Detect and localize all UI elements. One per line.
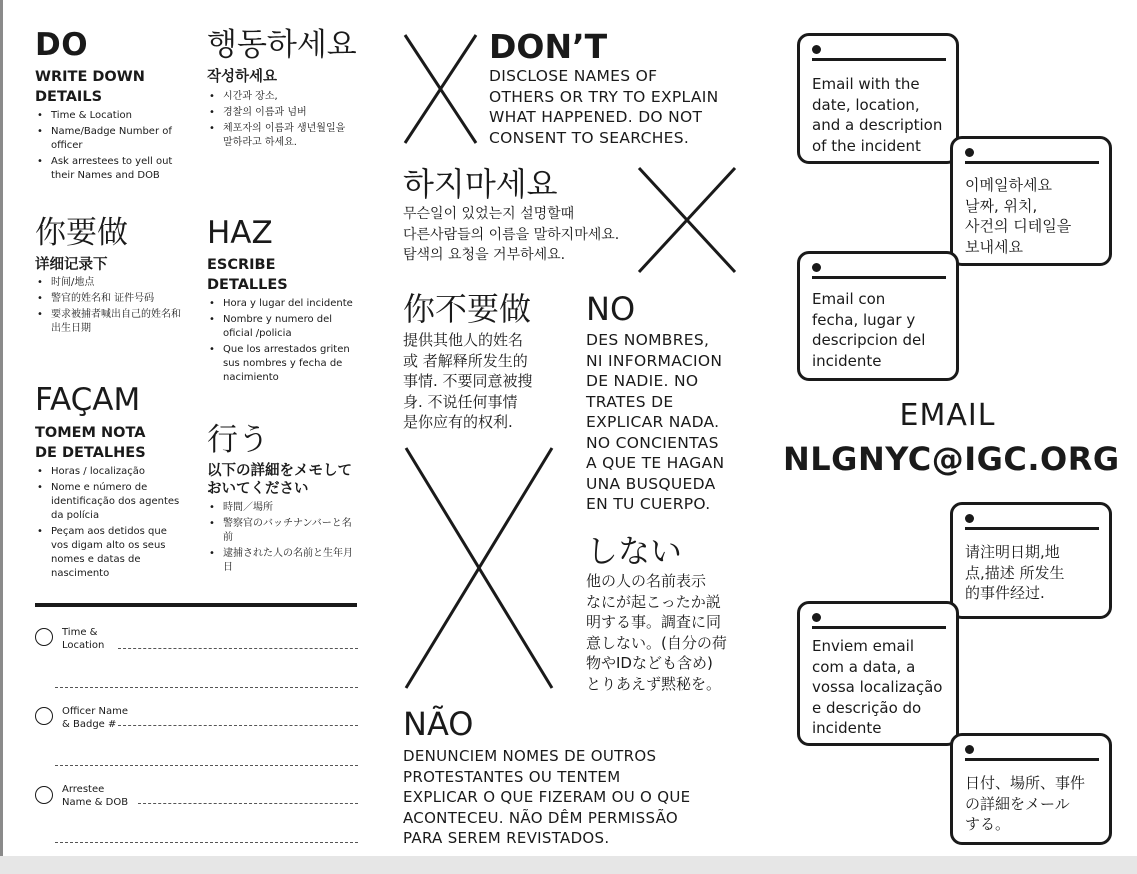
list-item: • Peçam aos detidos que vos digam alto os seus nomes e datas de nascimento [35, 525, 185, 581]
form-blank-line[interactable] [138, 803, 358, 804]
dont-chinese-title: 你不要做 [403, 290, 532, 328]
text-line: PARA SEREM REVISTADOS. [403, 829, 610, 847]
text-line: and a description [812, 116, 943, 134]
text-line: NI INFORMACION [586, 351, 723, 370]
do-chinese-title: 你要做 [35, 215, 128, 251]
form-label-line: Arrestee [62, 784, 105, 795]
dont-korean-title: 하지마세요 [403, 165, 558, 203]
text-line: 或 者解释所发生的 [403, 351, 528, 370]
text-line: 明する事。調査に同 [586, 613, 722, 631]
dont-japanese-section [586, 532, 756, 694]
bullet-dot-icon [812, 45, 821, 54]
list-item: • Ask arrestees to yell out their Names and DOB [35, 155, 185, 183]
do-english-section [35, 27, 195, 185]
text-line: date, location, [812, 95, 920, 114]
text-line: PROTESTANTES OU TENTEM [403, 767, 621, 786]
form-label-line: Name & DOB [62, 797, 129, 808]
dont-korean-text [403, 204, 643, 266]
bullet-dot-icon [812, 613, 821, 622]
text-line: 탐색의 요청을 거부하세요. [403, 247, 566, 263]
do-japanese-title: 行う [207, 422, 269, 458]
card-text [812, 74, 950, 156]
text-line: CONSENT TO SEARCHES. [489, 128, 690, 147]
do-chinese-subtitle: 详细记录下 [35, 257, 108, 273]
email-card-english [797, 33, 959, 164]
page-edge [0, 0, 3, 874]
form-label-line: & Badge # [62, 719, 117, 730]
text-line: Email con [812, 290, 886, 308]
do-spanish-section [207, 215, 367, 387]
card-text [812, 289, 950, 371]
list-item: • Hora y lugar del incidente [207, 297, 362, 311]
list-item: • 時間／場所 [207, 501, 357, 515]
text-line: incidente [812, 719, 882, 737]
text-line: A QUE TE HAGAN [586, 454, 725, 472]
dont-japanese-text [586, 571, 756, 694]
dont-english-text [489, 66, 749, 148]
list-item: • 체포자의 이름과 생년월일을 말하라고 하세요. [207, 122, 357, 150]
form-label-line: Location [62, 640, 105, 651]
text-line: 이메일하세요 [965, 176, 1052, 194]
do-japanese-list [207, 501, 357, 575]
bullet-dot-icon [812, 263, 821, 272]
card-text [965, 773, 1103, 835]
do-english-subtitle-line1: WRITE DOWN [35, 69, 145, 85]
text-line: 点,描述 所发生 [965, 563, 1065, 582]
list-item: • 警官的姓名和 证件号码 [35, 292, 185, 306]
do-portuguese-title: FAÇAM [35, 382, 141, 418]
list-item: • 경찰의 이름과 넘버 [207, 106, 357, 120]
email-address[interactable]: NLGNYC@IGC.ORG [783, 440, 1120, 478]
text-line: 的事件经过. [965, 584, 1045, 602]
text-line: 请注明日期,地 [965, 543, 1060, 561]
text-line: e descrição do [812, 698, 922, 717]
card-text [965, 175, 1103, 257]
text-line: DE NADIE. NO [586, 372, 699, 390]
list-item: • Name/Badge Number of officer [35, 125, 185, 153]
card-bar [812, 626, 946, 629]
list-item: • 시간과 장소, [207, 90, 357, 104]
text-line: DENUNCIEM NOMES DE OUTROS [403, 747, 657, 765]
text-line: 身. 不说任何事情 [403, 392, 518, 411]
text-line: 他の人の名前表示 [586, 572, 707, 590]
text-line: 날짜, 위치, [965, 196, 1038, 215]
text-line: TRATES DE [586, 392, 674, 411]
text-line: する。 [965, 815, 1011, 833]
x-mark-icon [637, 166, 737, 274]
form-divider [35, 603, 357, 607]
text-line: 사건의 디테일을 [965, 217, 1072, 235]
dont-spanish-section [586, 290, 756, 515]
do-korean-title: 행동하세요 [207, 27, 357, 63]
dont-english-title: DON’T [489, 27, 608, 66]
form-blank-line[interactable] [118, 648, 358, 649]
do-spanish-list [207, 297, 362, 385]
list-item: • Que los arrestados griten sus nombres y fecha de nacimiento [207, 343, 362, 385]
x-mark-icon [404, 446, 554, 690]
text-line: of the incident [812, 136, 921, 155]
text-line: 提供其他人的姓名 [403, 331, 524, 349]
text-line: NO CONCIENTAS [586, 433, 719, 452]
text-line: DISCLOSE NAMES OF [489, 67, 658, 85]
form-label-line: Officer Name [62, 706, 128, 717]
list-item: • 警察官のバッチナンバーと名前 [207, 517, 357, 545]
email-card-chinese [950, 502, 1112, 619]
text-line: EXPLICAR NADA. [586, 413, 720, 431]
list-item: • 时间/地点 [35, 276, 185, 290]
form-blank-line[interactable] [118, 725, 358, 726]
do-english-subtitle-line2: DETAILS [35, 89, 103, 105]
text-line: com a data, a [812, 657, 916, 676]
card-bar [812, 58, 946, 61]
checkbox-circle[interactable] [35, 707, 53, 725]
do-korean-section [207, 27, 367, 152]
text-line: 物やIDなども含め) [586, 654, 713, 672]
dont-portuguese-title: NÃO [403, 705, 474, 743]
do-japanese-subtitle: 以下の詳細をメモしておいてください [207, 463, 352, 497]
bullet-dot-icon [965, 514, 974, 523]
text-line: ACONTECEU. NÃO DÊM PERMISSÃO [403, 808, 678, 827]
form-label [62, 626, 104, 652]
form-blank-line[interactable] [55, 765, 358, 766]
list-item: • 要求被捕者喊出自己的姓名和出生日期 [35, 308, 185, 336]
card-text [812, 636, 950, 739]
do-korean-list [207, 90, 357, 150]
do-spanish-subtitle-line2: DETALLES [207, 277, 288, 293]
do-english-list [35, 109, 185, 183]
do-spanish-title: HAZ [207, 215, 273, 251]
dont-spanish-text [586, 330, 756, 515]
email-card-portuguese [797, 601, 959, 746]
checkbox-circle[interactable] [35, 628, 53, 646]
email-card-spanish [797, 251, 959, 381]
text-line: 보내세요 [965, 237, 1023, 256]
text-line: とりあえず黙秘を。 [586, 674, 722, 693]
dont-japanese-title: しない [586, 532, 683, 570]
text-line: 意しない。(自分の荷 [586, 633, 727, 652]
do-chinese-list [35, 276, 185, 336]
text-line: descripcion del [812, 331, 926, 349]
list-item: • Time & Location [35, 109, 185, 123]
dont-portuguese-section [403, 705, 743, 849]
list-item: • Nombre y numero del oficial /policia [207, 313, 362, 341]
dont-portuguese-text [403, 746, 743, 849]
bullet-dot-icon [965, 745, 974, 754]
list-item: • Nome e número de identificação dos agentes da polícia [35, 481, 185, 523]
list-item: • 逮捕された人の名前と生年月日 [207, 547, 357, 575]
text-line: なにが起こったか説 [586, 592, 721, 611]
text-line: 日付、場所、事件 [965, 774, 1086, 792]
page-bottom-strip [0, 856, 1137, 874]
dont-spanish-title: NO [586, 290, 636, 328]
email-card-japanese [950, 733, 1112, 845]
card-bar [965, 527, 1099, 530]
do-portuguese-section [35, 382, 200, 583]
do-chinese-section [35, 215, 200, 338]
do-korean-subtitle: 작성하세요 [207, 69, 278, 85]
email-card-korean [950, 136, 1112, 266]
card-text [965, 542, 1103, 604]
bullet-dot-icon [965, 148, 974, 157]
dont-english-section [489, 27, 749, 148]
text-line: fecha, lugar y [812, 310, 916, 329]
card-bar [965, 161, 1099, 164]
text-line: Enviem email [812, 637, 915, 655]
do-english-title: DO [35, 27, 89, 63]
form-blank-line[interactable] [55, 842, 358, 843]
checkbox-circle[interactable] [35, 786, 53, 804]
text-line: OTHERS OR TRY TO EXPLAIN [489, 87, 719, 106]
text-line: 是你应有的权利. [403, 413, 513, 431]
text-line: UNA BUSQUEDA [586, 474, 716, 493]
dont-korean-section [403, 165, 643, 266]
text-line: WHAT HAPPENED. DO NOT [489, 108, 703, 126]
form-label-line: Time & [62, 627, 98, 638]
form-blank-line[interactable] [55, 687, 358, 688]
do-portuguese-subtitle-line1: TOMEM NOTA [35, 425, 146, 441]
text-line: DES NOMBRES, [586, 331, 710, 349]
text-line: incidente [812, 351, 882, 370]
do-portuguese-subtitle-line2: DE DETALHES [35, 445, 146, 461]
list-item: • Horas / localização [35, 465, 185, 479]
text-line: EXPLICAR O QUE FIZERAM OU O QUE [403, 788, 691, 806]
form-label [62, 783, 128, 809]
text-line: EN TU CUERPO. [586, 495, 711, 513]
dont-chinese-text [403, 330, 573, 433]
x-mark-icon [403, 33, 478, 145]
email-label: EMAIL [899, 398, 996, 433]
dont-chinese-section [403, 290, 573, 433]
text-line: vossa localização [812, 678, 943, 696]
do-portuguese-list [35, 465, 185, 581]
do-spanish-subtitle-line1: ESCRIBE [207, 257, 276, 273]
form-label [62, 705, 128, 731]
text-line: Email with the [812, 75, 920, 93]
text-line: 事情. 不要同意被搜 [403, 372, 533, 390]
text-line: 무슨일이 있었는지 설명할때 [403, 206, 575, 222]
card-bar [812, 276, 946, 279]
text-line: 다른사람들의 이름을 말하지마세요. [403, 226, 620, 243]
card-bar [965, 758, 1099, 761]
text-line: の詳細をメール [965, 794, 1070, 813]
do-japanese-section [207, 422, 367, 577]
